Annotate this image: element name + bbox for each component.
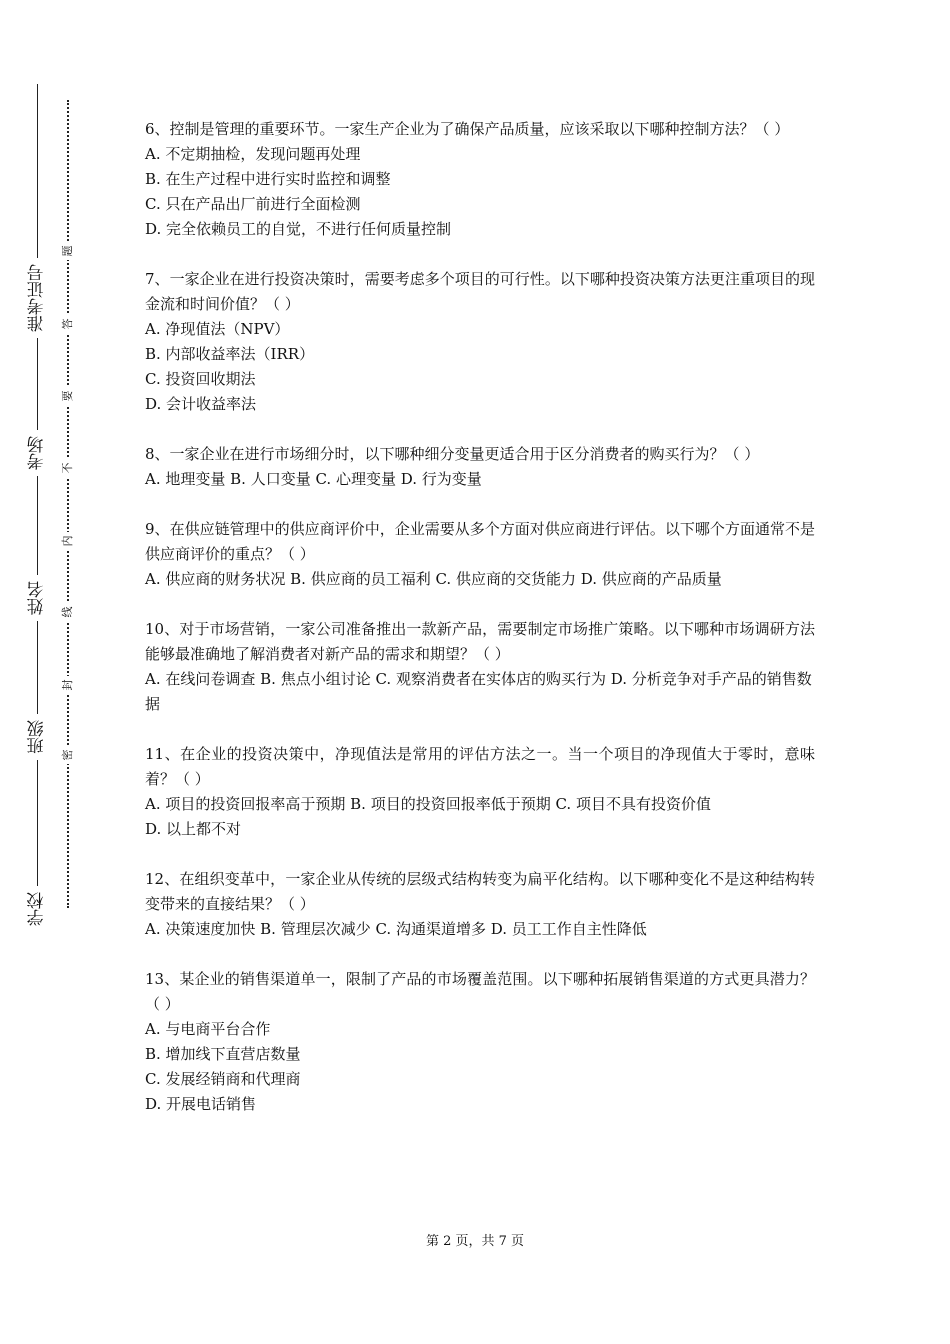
option-d: D. 开展电话销售 (145, 1095, 257, 1113)
label-class: 班级 (20, 714, 54, 760)
question-8 (145, 442, 815, 492)
question-7 (145, 267, 815, 417)
label-school: 学校 (20, 886, 54, 932)
question-stem: 8、一家企业在进行市场细分时，以下哪种细分变量更适合用于区分消费者的购买行为？（ ） (145, 445, 760, 463)
question-stem: 13、某企业的销售渠道单一，限制了产品的市场覆盖范围。以下哪种拓展销售渠道的方式更具潜力？（ ） (145, 970, 815, 1013)
option-c: C. 投资回收期法 (145, 370, 256, 388)
option-d: D. 完全依赖员工的自觉，不进行任何质量控制 (145, 220, 452, 238)
question-stem: 6、控制是管理的重要环节。一家生产企业为了确保产品质量，应该采取以下哪种控制方法？（ ） (145, 120, 790, 138)
label-exam-room: 考场 (20, 430, 54, 476)
seal-char: 封 (59, 676, 75, 694)
question-12 (145, 867, 815, 942)
question-stem: 7、一家企业在进行投资决策时，需要考虑多个项目的可行性。以下哪种投资决策方法更注重项目的现金流和时间价值？（ ） (145, 270, 815, 313)
option-a: A. 净现值法（NPV） (145, 320, 290, 338)
binding-dotted-line (67, 100, 69, 908)
label-exam-number: 准考证号 (20, 258, 54, 338)
question-stem: 11、在企业的投资决策中，净现值法是常用的评估方法之一。当一个项目的净现值大于零时，意味着？（ ） (145, 745, 815, 788)
question-6 (145, 117, 815, 242)
option-c: C. 发展经销商和代理商 (145, 1070, 301, 1088)
question-stem: 10、对于市场营销，一家公司准备推出一款新产品，需要制定市场推广策略。以下哪种市场调研方法能够最准确地了解消费者对新产品的需求和期望？（ ） (145, 620, 815, 663)
seal-char: 答 (59, 315, 75, 333)
option-a: A. 与电商平台合作 (145, 1020, 271, 1038)
question-stem: 9、在供应链管理中的供应商评价中，企业需要从多个方面对供应商进行评估。以下哪个方面通常不是供应商评价的重点？（ ） (145, 520, 815, 563)
option-b: B. 增加线下直营店数量 (145, 1045, 301, 1063)
option-b: B. 内部收益率法（IRR） (145, 345, 315, 363)
question-9 (145, 517, 815, 592)
option-d: D. 以上都不对 (145, 820, 242, 838)
option-d: D. 会计收益率法 (145, 395, 257, 413)
seal-char: 密 (59, 746, 75, 764)
question-13 (145, 967, 815, 1117)
page-number: 第 2 页，共 7 页 (425, 1234, 525, 1249)
seal-char: 要 (59, 387, 75, 405)
options-line: A. 项目的投资回报率高于预期 B. 项目的投资回报率低于预期 C. 项目不具有投资价值 (145, 795, 711, 813)
options-line: A. 供应商的财务状况 B. 供应商的员工福利 C. 供应商的交货能力 D. 供应商的产品质量 (145, 570, 722, 588)
seal-char: 线 (59, 603, 75, 621)
binding-margin (0, 0, 100, 1344)
option-b: B. 在生产过程中进行实时监控和调整 (145, 170, 391, 188)
question-10 (145, 617, 815, 717)
options-line: A. 地理变量 B. 人口变量 C. 心理变量 D. 行为变量 (145, 470, 482, 488)
question-list (145, 117, 815, 1142)
seal-char: 题 (59, 242, 75, 260)
options-line: A. 决策速度加快 B. 管理层次减少 C. 沟通渠道增多 D. 员工工作自主性降低 (145, 920, 647, 938)
label-name: 姓名 (20, 575, 54, 621)
seal-char: 内 (59, 532, 75, 550)
options-line: A. 在线问卷调查 B. 焦点小组讨论 C. 观察消费者在实体店的购买行为 D. 分析竞争对手产品的销售数据 (145, 670, 812, 713)
question-stem: 12、在组织变革中，一家企业从传统的层级式结构转变为扁平化结构。以下哪种变化不是这种结构转变带来的直接结果？（ ） (145, 870, 815, 913)
question-11 (145, 742, 815, 842)
option-c: C. 只在产品出厂前进行全面检测 (145, 195, 361, 213)
binding-solid-line (37, 84, 38, 922)
option-a: A. 不定期抽检，发现问题再处理 (145, 145, 361, 163)
seal-char: 不 (59, 459, 75, 477)
